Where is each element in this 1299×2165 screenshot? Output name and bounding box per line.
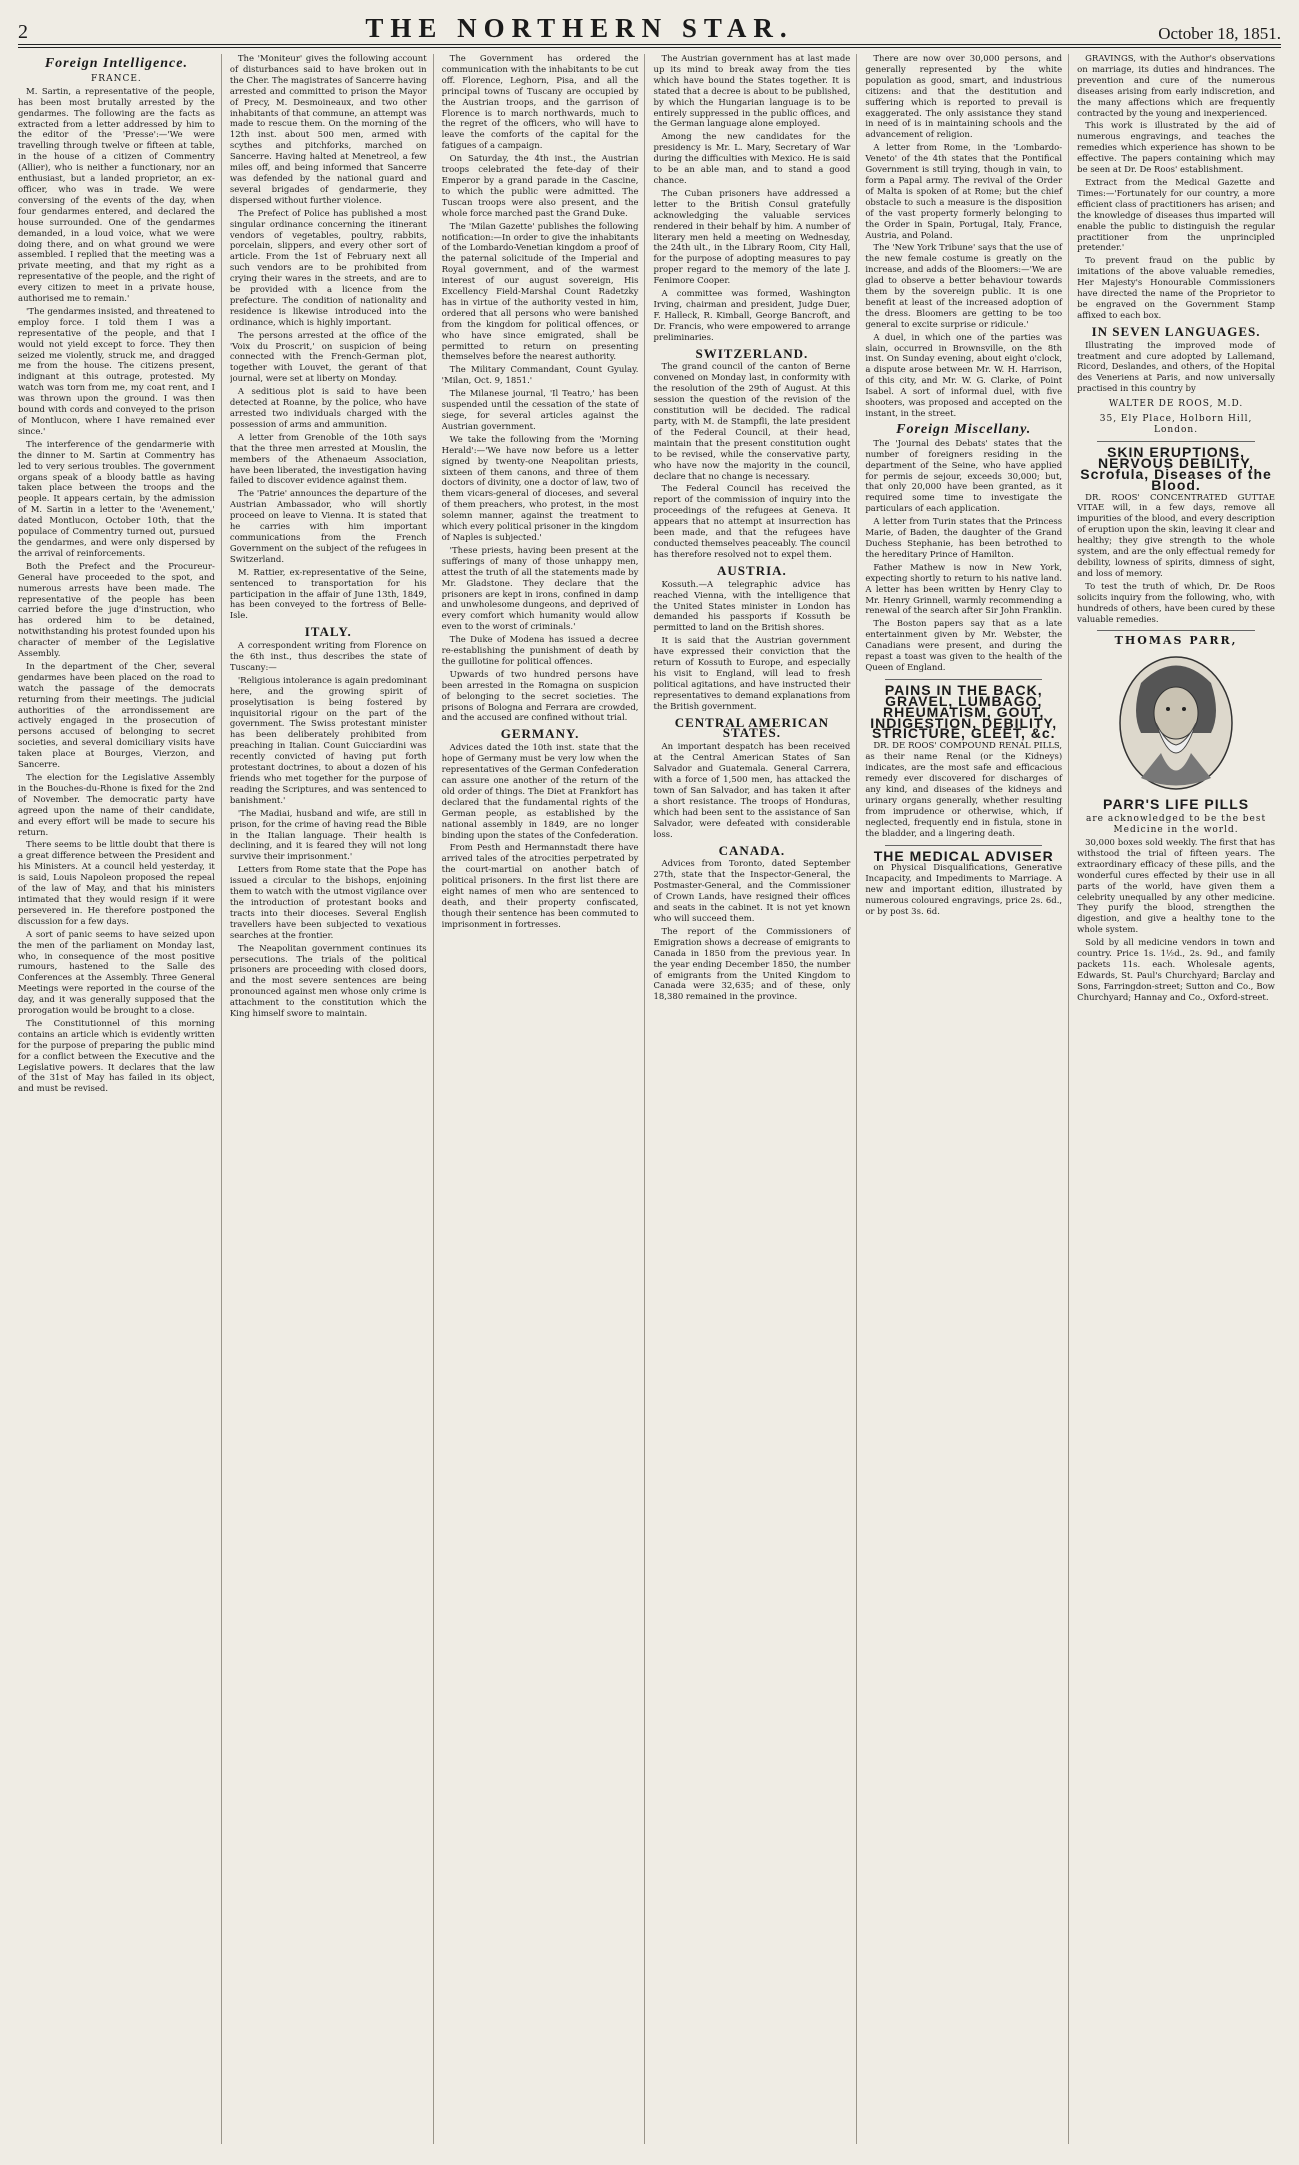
- column-2: [230, 54, 434, 2144]
- article-paragraph: Both the Prefect and the Procureur-General have proceeded to the spot, and numerous arrests have been made. The representative of the people has been carried before the juge d'instruction, who has ordered him to be detained, notwithstanding his protest founded upon his character of member of the Legislative Assembly.: [18, 561, 215, 660]
- advertisement-text: Sold by all medicine vendors in town and country. Price 1s. 1½d., 2s. 9d., and family packets 11s. each. Wholesale agents, Edwards, St. Paul's Churchyard; Barclay and Sons, Farringdon-street; Sutton and Co., Bow Churchyard; Hannay and Co., Oxford-street.: [1077, 938, 1275, 1003]
- article-paragraph: The Duke of Modena has issued a decree re-establishing the punishment of death by the guillotine for political offences.: [441, 635, 639, 667]
- article-paragraph: A letter from Grenoble of the 10th says that the three men arrested at Mouslin, the members of the Athenaeum Association, have been liberated, the investigation having failed to discover evidence against them.: [229, 432, 427, 487]
- article-paragraph: Upwards of two hundred persons have been arrested in the Romagna on suspicion of belonging to the secret societies. The prisons of Bologna and Ferrara are crowded, and the accused are confined without trial.: [441, 669, 639, 724]
- article-paragraph: M. Sartin, a representative of the people, has been most brutally arrested by the gendarmes. The following are the facts as extracted from a letter addressed by him to the editor of the 'Presse':—'We were travelling through twelve or fifteen at table, in the house of a citizen of Commentry (Allier), who is neither a functionary, nor an enthusiast, but a landed proprietor, an ex-officer, who was in trade. We were conversing of the events of the day, when four gendarmes entered, and declared the house surrounded. One of the gendarmes demanded, in a loud voice, what we were doing there, and on what ground we were assembled. I replied that the meeting was a private meeting, and that my right as a representative of the people, and the right of every citizen to meet in a private house, authorised me to remain.': [18, 86, 215, 305]
- section-heading-seven-languages: IN SEVEN LANGUAGES.: [1091, 323, 1261, 339]
- article-paragraph: 'These priests, having been present at the sufferings of many of those unhappy men, attest the truth of all the statements made by Mr. Gladstone. They declare that the prisoners are kept in irons, confined in damp and unwholesome dungeons, and deprived of every comfort which humanity would allow even to the worst of criminals.': [441, 545, 639, 633]
- article-paragraph: The Government has ordered the communication with the inhabitants to be cut off. Florence, Leghorn, Pisa, and all the principal towns of Tuscany are occupied by the Austrian troops, and the garrison of Florence is to march northwards, much to the regret of the officers, who will have to leave the comforts of the capital for the fatigues of a campaign.: [441, 54, 639, 152]
- newspaper-page: [0, 8, 1299, 2165]
- article-paragraph: Among the new candidates for the presidency is Mr. L. Mary, Secretary of War during the difficulties with Mexico. He is said to be an able man, and to stand a good chance.: [653, 132, 851, 186]
- article-paragraph: We take the following from the 'Morning Herald':—'We have now before us a letter signed by twenty-one Neapolitan priests, sixteen of them canons, and three of them doctors of divinity, one a doctor of law, two of them vicars-general of dioceses, and several of them preachers, who protest, in the most solemn manner, against the treatment to which every political prisoner in the kingdom of Naples is subjected.': [441, 434, 639, 543]
- advertisement-title-parrs-life-pills: PARR'S LIFE PILLS: [1103, 796, 1250, 813]
- advertisement-text: 30,000 boxes sold weekly. The first that has withstood the trial of fifteen years. The extraordinary efficacy of these pills, and the wonderful cures effected by their use in all parts of the world, have given them a celebrity unequalled by any other medicine. They purify the blood, strengthen the digestion, and give a healthy tone to the whole system.: [1077, 838, 1275, 936]
- newspaper-title: THE NORTHERN STAR.: [365, 13, 794, 43]
- article-paragraph: The 'Moniteur' gives the following account of disturbances said to have broken out in the Cher. The magistrates of Sancerre having arrested and committed to prison the Mayor of Precy, M. Desmoineaux, and two other inhabitants of that commune, an attempt was made to rescue them. On the morning of the 12th inst. about 500 men, armed with scythes and pitchforks, marched on Sancerre. Having halted at Menetreol, a few miles off, and being informed that Sancerre was defended by the national guard and several brigades of gendarmerie, they dispersed without further violence.: [229, 54, 427, 206]
- thomas-parr-portrait-icon: [1116, 653, 1236, 793]
- divider: [885, 845, 1042, 846]
- section-heading-austria: AUSTRIA.: [717, 562, 787, 578]
- article-paragraph: The persons arrested at the office of the 'Voix du Proscrit,' on suspicion of being connected with the French-German plot, together with Louvet, the gerant of that journal, were set at liberty on Monday.: [229, 330, 427, 385]
- advertisement-title-medical-adviser: THE MEDICAL ADVISER: [873, 847, 1054, 864]
- article-paragraph: 'The gendarmes insisted, and threatened to employ force. I told them I was a representative of the people, and that I would not yield except to force. They then seized me violently, struck me, and dragged me from the house. The citizens present, indignant at this outrage, protested. My watch was torn from me, my coat rent, and I was thrown upon the ground. I was then bound with cords and conveyed to the prison of Montlucon, where I have remained ever since.': [18, 306, 215, 437]
- divider: [1097, 441, 1255, 442]
- advertisement-text: DR. DE ROOS' COMPOUND RENAL PILLS, as their name Renal (or the Kidneys) indicates, are the most safe and efficacious remedy ever discovered for discharges of any kind, and diseases of the kidneys and urinary organs generally, whether resulting from imprudence or otherwise, which, if neglected, frequently end in fistula, stone in the bladder, and a lingering death.: [865, 741, 1063, 839]
- article-paragraph: 'The Madiai, husband and wife, are still in prison, for the crime of having read the Bible in the Italian language. Their health is declining, and it is feared they will not long survive their imprisonment.': [229, 808, 427, 863]
- article-paragraph: Extract from the Medical Gazette and Times:—'Fortunately for our country, a more efficient class of practitioners has arisen; and the knowledge of diseases thus imparted will enable the public to distinguish the regular practitioner from the unprincipled pretender.': [1077, 177, 1275, 254]
- section-heading-foreign-intelligence: Foreign Intelligence.: [44, 56, 188, 71]
- article-paragraph: On Saturday, the 4th inst., the Austrian troops celebrated the fete-day of their Emperor by a grand parade in the Cascine, to which the public were admitted. The Tuscan troops were also present, and the whole force marched past the Grand Duke.: [441, 154, 639, 219]
- article-paragraph: Advices dated the 10th inst. state that the hope of Germany must be very low when the representatives of the German Confederation can assure one another of the return of the old order of things. The Diet at Frankfort has declared that the fundamental rights of the German people, as established by the national assembly in 1849, are no longer binding upon the states of the Confederation.: [441, 743, 639, 841]
- column-grid: [18, 54, 1281, 2144]
- article-paragraph: In the department of the Cher, several gendarmes have been placed on the road to watch the passage of the democrats returning from their meetings. The judicial authorities of the arrondissement are actively engaged in the prosecution of persons accused of belonging to secret societies, and several domiciliary visits have taken place at Bourges, Vierzon, and Sancerre.: [18, 661, 215, 771]
- divider: [1097, 630, 1255, 631]
- article-paragraph: An important despatch has been received at the Central American States of San Salvador and Guatemala. General Carrera, with a force of 1,500 men, has attacked the town of San Salvador, and has taken it after a short resistance. The troops of Honduras, which had been sent to the assistance of San Salvador, were defeated with considerable loss.: [653, 742, 851, 840]
- article-paragraph: Kossuth.—A telegraphic advice has reached Vienna, with the intelligence that the United States minister in London has demanded his passports if Kossuth be permitted to land on the British shores.: [653, 579, 851, 634]
- article-paragraph: The 'New York Tribune' says that the use of the new female costume is greatly on the increase, and adds of the Bloomers:—'We are glad to observe a better behaviour towards them by the sovereign public. It is one benefit at least of the increased adoption of the dress. Bloomers are getting to be too general to excite surprise or ridicule.': [865, 243, 1063, 330]
- section-heading-foreign-miscellany: Foreign Miscellany.: [896, 421, 1032, 437]
- page-number: 2: [18, 21, 28, 43]
- article-paragraph: The grand council of the canton of Berne convened on Monday last, in conformity with the resolution of the 29th of August. At this session the question of the revision of the constitution will be decided. The radical party, with M. de Stampfli, the late president of the Federal Council, at their head, maintain that the present constitution ought to be revised, while the conservative party, who have now the majority in the council, declare that no change is necessary.: [653, 362, 851, 482]
- article-paragraph: It is said that the Austrian government have expressed their conviction that the return of Kossuth to Europe, and especially his visit to England, will lead to fresh political agitations, and have instructed their representatives to demand explanations from the British government.: [653, 636, 851, 712]
- section-subheading-france: FRANCE.: [91, 73, 142, 84]
- article-paragraph: From Pesth and Hermannstadt there have arrived tales of the atrocities perpetrated by the court-martial on another batch of political prisoners. In the first list there are eight names of men who are sentenced to death, and their property confiscated, though their sentence has been commuted to imprisonment in fortresses.: [441, 843, 639, 930]
- parrs-life-pills-subtitle: are acknowledged to be the best Medicine in the world.: [1086, 814, 1267, 836]
- advertisement-title-skin-eruptions: SKIN ERUPTIONS, NERVOUS DEBILITY, Scrofula, Diseases of the Blood.: [1080, 443, 1272, 493]
- column-6: [1077, 54, 1281, 2144]
- article-paragraph: A sort of panic seems to have seized upon the men of the parliament on Monday last, who, in consequence of the most positive rumours, hastened to the Salle des Conferences at the Assembly. Three General Meetings were reported in the course of the day, and it was generally supposed that the prorogation would be brought to a close.: [18, 929, 215, 1017]
- article-paragraph: A correspondent writing from Florence on the 6th inst., thus describes the state of Tuscany:—: [229, 641, 427, 673]
- article-paragraph: The 'Patrie' announces the departure of the Austrian Ambassador, who will shortly proceed on leave to Vienna. It is stated that he carries with him important communications from the French Government on the subject of the refugees in Switzerland.: [229, 489, 427, 565]
- article-paragraph: Father Mathew is now in New York, expecting shortly to return to his native land. A letter has been written by Henry Clay to Mr. Henry Grinnell, warmly recommending a renewal of the search after Sir John Franklin.: [865, 562, 1063, 617]
- column-4: [653, 54, 857, 2144]
- doctor-address: 35, Ely Place, Holborn Hill, London.: [1099, 414, 1253, 435]
- article-paragraph: There are now over 30,000 persons, and generally represented by the white population as good, smart, and industrious citizens: and that the destitution and suffering which is reported to prevail is exaggerated. The only assistance they stand in need of is in maintaining schools and the advancement of religion.: [865, 54, 1063, 141]
- column-3: [442, 54, 646, 2144]
- column-1: [18, 54, 222, 2144]
- article-paragraph: The Boston papers say that as a late entertainment given by Mr. Webster, the Canadians were present, and during the repast a toast was given to the health of the Queen of England.: [865, 619, 1063, 673]
- article-paragraph: A letter from Rome, in the 'Lombardo-Veneto' of the 4th states that the Pontifical Government is still trying, though in vain, to form a Papal army. The revival of the Order of Malta is spoken of at Rome; but the chief obstacle to such a measure is the disposition of the vast property formerly belonging to the Order in Spain, Portugal, Italy, France, Austria, and Poland.: [865, 143, 1063, 241]
- advertisement-title-renal-pills: PAINS IN THE BACK, GRAVEL, LUMBAGO, RHEUMATISM, GOUT, INDIGESTION, DEBILITY, STRICTURE, GLEET, &c.: [870, 681, 1058, 742]
- article-paragraph: The Prefect of Police has published a most singular ordinance concerning the itinerant vendors of vegetables, poultry, rabbits, porcelain, slippers, and every other sort of article. From the 1st of February next all such vendors are to be prohibited from crying their wares in the streets, and are to be provided with a licence from the prefecture. The condition of nationality and residence is likewise introduced into the ordinance, which is highly important.: [229, 208, 427, 328]
- article-paragraph: The interference of the gendarmerie with the dinner to M. Sartin at Commentry has led to very serious troubles. The government organs speak of a bloody battle as having taken place between the troops and the people. It appears certain, by the admission of M. Sartin in a letter to the 'Avenement,' dated Montlucon, October 10th, that the populace of Commentry turned out, pursued the gendarmes, and were only dispersed by the arrival of reinforcements.: [18, 439, 215, 559]
- divider: [885, 679, 1042, 680]
- article-paragraph: Letters from Rome state that the Pope has issued a circular to the bishops, enjoining them to watch with the utmost vigilance over the introduction of protestant books and tracts into their dioceses. Several English travellers have been subjected to vexatious searches at the frontier.: [229, 865, 427, 941]
- section-heading-canada: CANADA.: [718, 842, 786, 858]
- article-paragraph: The Austrian government has at last made up its mind to break away from the ties which have bound the States together. It is stated that a decree is about to be published, by which the Hungarian language is to be entirely suppressed in the public offices, and the German language alone employed.: [653, 54, 851, 130]
- article-paragraph: The 'Journal des Debats' states that the number of foreigners residing in the department of the Seine, who have applied for permis de sejour, exceeds 30,000; but, that only 20,000 have been granted, as it required some time to investigate the particulars of each application.: [865, 438, 1063, 515]
- article-paragraph: The Neapolitan government continues its persecutions. The trials of the political prisoners are proceeding with closed doors, and the most severe sentences are being pronounced against men whose only crime is attachment to the constitution which the King himself swore to maintain.: [229, 943, 427, 1020]
- article-paragraph: This work is illustrated by the aid of numerous engravings, and teaches the remedies which experience has shown to be effective. The papers containing which may be seen at Dr. De Roos' establishment.: [1077, 121, 1275, 176]
- section-heading-central-america: CENTRAL AMERICAN STATES.: [674, 714, 830, 741]
- masthead: [18, 8, 1281, 48]
- article-paragraph: The Constitutionnel of this morning contains an article which is evidently written for the purpose of preparing the public mind for a conflict between the Executive and the Legislative powers. It declares that the law of the 31st of May has failed in its object, and must be revised.: [18, 1018, 215, 1095]
- article-paragraph: GRAVINGS, with the Author's observations on marriage, its duties and hindrances. The prevention and cure of the numerous diseases arising from early indiscretion, and the many affections which are frequently contracted by the young and inexperienced.: [1077, 54, 1275, 119]
- column-5: [865, 54, 1069, 2144]
- doctor-name: WALTER DE ROOS, M.D.: [1108, 399, 1244, 410]
- portrait-caption: THOMAS PARR,: [1114, 634, 1238, 648]
- article-paragraph: A duel, in which one of the parties was slain, occurred in Brownsville, on the 8th inst. On Sunday evening, about eight o'clock, a dispute arose between Mr. W. H. Harrison, of this city, and Mr. W. G. Clarke, of Point Isabel. A sort of informal duel, with five shooters, was proposed and accepted on the instant, in the street.: [865, 332, 1063, 419]
- issue-date: October 18, 1851.: [1158, 24, 1281, 43]
- article-paragraph: 'Religious intolerance is again predominant here, and the growing spirit of proselytisation is being fostered by inquisitorial rigour on the part of the government. The Swiss protestant minister has been deliberately prohibited from preaching in Italian. Count Guicciardini was recently convicted of having put forth protestant doctrines, to about a dozen of his friends who met together for the purpose of reading the Scriptures, and was sentenced to banishment.': [229, 675, 427, 806]
- advertisement-text: DR. ROOS' CONCENTRATED GUTTAE VITAE will, in a few days, remove all impurities of the blood, and every description of eruption upon the skin, leaving it clear and healthy; they give strength to the whole system, and are the only effectual remedy for debility, lowness of spirits, dimness of sight, and loss of memory.: [1077, 492, 1275, 579]
- article-paragraph: M. Rattier, ex-representative of the Seine, sentenced to transportation for his participation in the affair of June 13th, 1849, has been conveyed to the fortress of Belle-Isle.: [229, 567, 427, 622]
- article-paragraph: A letter from Turin states that the Princess Marie, of Baden, the daughter of the Grand Duchess Stephanie, has been betrothed to the hereditary Prince of Hamilton.: [865, 517, 1063, 560]
- article-paragraph: Advices from Toronto, dated September 27th, state that the Inspector-General, the Postmaster-General, and the Commissioner of Crown Lands, have resigned their offices and seats in the cabinet. It is not yet known who will succeed them.: [653, 859, 851, 924]
- article-paragraph: There seems to be little doubt that there is a great difference between the President and his Ministers. At a council held yesterday, it is said, Louis Napoleon proposed the repeal of the law of May, and that his ministers intimated that they would resign if it were persevered in. He therefore postponed the discussion for a few days.: [18, 840, 215, 927]
- article-paragraph: The election for the Legislative Assembly in the Bouches-du-Rhone is fixed for the 2nd of November. The democratic party have agreed upon the name of their candidate, and every effort will be made to secure his return.: [18, 773, 215, 838]
- article-paragraph: The report of the Commissioners of Emigration shows a decrease of emigrants to Canada in 1850 from the previous year. In the year ending December 1850, the number of emigrants from the United Kingdom to Canada were 32,635; and of these, only 18,380 remained in the province.: [653, 926, 851, 1003]
- section-heading-germany: GERMANY.: [500, 726, 580, 742]
- article-paragraph: The Cuban prisoners have addressed a letter to the British Consul gratefully acknowledging the valuable services rendered in their behalf by him. A number of literary men held a meeting on Wednesday, the 24th ult., in the Library Room, City Hall, for the purpose of adopting measures to pay proper regard to the memory of the late J. Fenimore Cooper.: [653, 188, 851, 287]
- article-paragraph: The 'Milan Gazette' publishes the following notification:—In order to give the inhabitants of the Lombardo-Venetian kingdom a proof of the paternal solicitude of the Imperial and Royal government, and of the warmest interest of our august sovereign, His Excellency Field-Marshal Count Radetzky has in virtue of the authority vested in him, ordered that all persons who were banished from the kingdom for political offences, or who have since emigrated, shall be permitted to return on presenting themselves before the nearest authority.: [441, 221, 639, 363]
- advertisement-text: Illustrating the improved mode of treatment and cure adopted by Lallemand, Ricord, Deslandes, and others, of the Hopital des Veneriens at Paris, and now universally practised in this country by: [1077, 340, 1275, 395]
- article-paragraph: The Federal Council has received the report of the commission of inquiry into the proceedings of the refugees at Geneva. It appears that no attempt at insurrection has been made, and that the refugees have conducted themselves peaceably. The council has therefore resolved not to expel them.: [653, 484, 851, 560]
- article-paragraph: The Milanese journal, 'Il Teatro,' has been suspended until the cessation of the state of siege, for several articles against the Austrian government.: [441, 389, 639, 432]
- article-paragraph: A committee was formed, Washington Irving, chairman and president, Judge Duer, F. Halleck, R. Kimball, George Bancroft, and Dr. Francis, who were empowered to arrange preliminaries.: [653, 289, 851, 343]
- advertisement-text: on Physical Disqualifications, Generative Incapacity, and Impediments to Marriage. A new and important edition, illustrated by numerous coloured engravings, price 2s. 6d., or by post 3s. 6d.: [865, 863, 1063, 918]
- advertisement-text: To test the truth of which, Dr. De Roos solicits inquiry from the following, who, with hundreds of others, have been cured by these valuable remedies.: [1077, 581, 1275, 625]
- article-paragraph: To prevent fraud on the public by imitations of the above valuable remedies, Her Majesty's Honourable Commissioners have directed the name of the Proprietor to be engraved on the Government Stamp affixed to each box.: [1077, 256, 1275, 321]
- section-heading-switzerland: SWITZERLAND.: [695, 345, 809, 361]
- section-heading-italy: ITALY.: [304, 624, 352, 640]
- article-paragraph: The Military Commandant, Count Gyulay. 'Milan, Oct. 9, 1851.': [441, 365, 639, 387]
- article-paragraph: A seditious plot is said to have been detected at Roanne, by the police, who have arrested two individuals charged with the possession of arms and ammunition.: [229, 387, 427, 430]
